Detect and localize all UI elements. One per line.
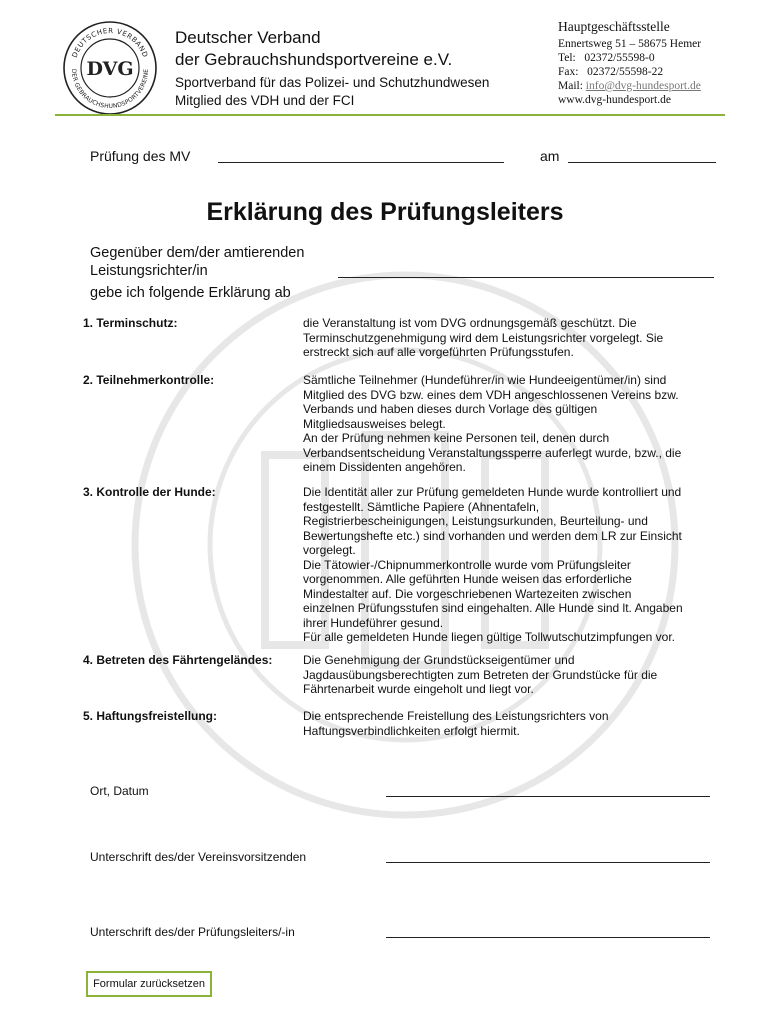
ort-datum-label: Ort, Datum bbox=[90, 784, 149, 798]
hq-address: Ennertsweg 51 – 58675 Hemer bbox=[558, 38, 702, 50]
hq-web: www.dvg-hundesport.de bbox=[558, 94, 671, 106]
section-label-terminschutz: 1. Terminschutz: bbox=[83, 316, 178, 330]
vereinsvorsitzender-label: Unterschrift des/der Vereinsvorsitzenden bbox=[90, 850, 307, 864]
section-text-terminschutz: die Veranstaltung ist vom DVG ordnungsgemäß geschützt. Die Terminschutzgenehmigung wird dem Leistungsrichter vorgelegt. Sie erstreckt sich auf alle vorgeführten Prüfungsstufen. bbox=[303, 316, 664, 359]
org-name-line2: der Gebrauchshundsportvereine e.V. bbox=[175, 50, 453, 69]
section-label-kontrolle-hunde: 3. Kontrolle der Hunde: bbox=[83, 485, 216, 499]
intro-line2: Leistungsrichter/in bbox=[90, 263, 208, 279]
section-text-kontrolle-hunde: Die Identität aller zur Prüfung gemeldeten Hunde wurde kontrolliert und festgestellt. Sämtliche Papiere (Ahnentafeln, Registrierbescheinigungen, Leistungsurkunden, Beurteilung- und Bewertungshefte etc.) sind vorhanden und werden dem LR zur Einsicht vorgelegt. Die Tätowier-/Chipnummerkontrolle wurde vom Prüfungsleiter vorgenommen. Alle geführten Hunde weisen das erforderliche Mindestalter auf. Die vorgeschriebenen Wartezeiten zwischen einzelnen Prüfungsstufen sind eingehalten. Alle Hunde sind lt. Angaben ihrer Hundeführer gesund. Für alle gemeldeten Hunde liegen gültige Tollwutschutzimpfungen vor. bbox=[303, 485, 683, 644]
hq-title: Hauptgeschäftsstelle bbox=[558, 19, 670, 34]
svg-text:DER GEBRAUCHSHUNDSPORTVEREINE: DER GEBRAUCHSHUNDSPORTVEREINE bbox=[69, 68, 151, 111]
hq-fax: Fax: 02372/55598-22 bbox=[558, 66, 664, 78]
section-label-haftungsfreistellung: 5. Haftungsfreistellung: bbox=[83, 709, 218, 723]
pruefungsleiter-label: Unterschrift des/der Prüfungsleiters/-in bbox=[90, 925, 295, 939]
svg-text:DEUTSCHER VERBAND: DEUTSCHER VERBAND bbox=[70, 26, 150, 59]
vereinsvorsitzender-signature-field[interactable] bbox=[386, 862, 710, 863]
reset-form-button[interactable]: Formular zurücksetzen bbox=[86, 971, 212, 997]
pruefung-field[interactable] bbox=[218, 162, 504, 163]
logo-letters: DVG bbox=[86, 58, 134, 80]
pruefung-label: Prüfung des MV bbox=[90, 148, 191, 164]
mail-link[interactable]: info@dvg-hundesport.de bbox=[585, 80, 701, 92]
hq-tel: Tel: 02372/55598-0 bbox=[558, 52, 655, 64]
hq-mail-prefix: Mail: bbox=[558, 80, 586, 92]
section-text-faehrtengelaende: Die Genehmigung der Grundstückseigentümer und Jagdausübungsberechtigten zum Betreten der Grundstücke für die Fährtenarbeit wurde eingeholt und liegt vor. bbox=[303, 653, 658, 696]
intro-line3: gebe ich folgende Erklärung ab bbox=[90, 285, 291, 301]
section-text-teilnehmerkontrolle: Sämtliche Teilnehmer (Hundeführer/in wie Hundeeigentümer/in) sind Mitglied des DVG bzw. eines dem VDH angeschlossenen Vereins bzw. Verbands und haben dieses durch Vorlage des gültigen Mitgliedsausweises belegt. An der Prüfung nehmen keine Personen teil, denen durch Verbandsentscheidung Veranstaltungssperre auferlegt wurde, bzw., die einem Dissidenten angehören. bbox=[303, 373, 682, 474]
date-field[interactable] bbox=[568, 162, 716, 163]
org-name-line1: Deutscher Verband bbox=[175, 28, 321, 47]
tagline-line2: Mitglied des VDH und der FCI bbox=[175, 93, 355, 108]
hq-mail bbox=[558, 79, 701, 93]
ort-datum-field[interactable] bbox=[386, 796, 710, 797]
dvg-logo bbox=[62, 20, 158, 116]
tagline-line1: Sportverband für das Polizei- und Schutzhundwesen bbox=[175, 75, 490, 90]
section-text-haftungsfreistellung: Die entsprechende Freistellung des Leistungsrichters von Haftungsverbindlichkeiten erfolgt hiermit. bbox=[303, 709, 609, 738]
page-title: Erklärung des Prüfungsleiters bbox=[206, 198, 564, 226]
am-label: am bbox=[540, 148, 560, 164]
section-label-faehrtengelaende: 4. Betreten des Fährtengeländes: bbox=[83, 653, 273, 667]
pruefungsleiter-signature-field[interactable] bbox=[386, 937, 710, 938]
leistungsrichter-field[interactable] bbox=[338, 277, 714, 278]
intro-line1: Gegenüber dem/der amtierenden bbox=[90, 245, 305, 261]
section-label-teilnehmerkontrolle: 2. Teilnehmerkontrolle: bbox=[83, 373, 215, 387]
header-divider bbox=[55, 114, 725, 116]
